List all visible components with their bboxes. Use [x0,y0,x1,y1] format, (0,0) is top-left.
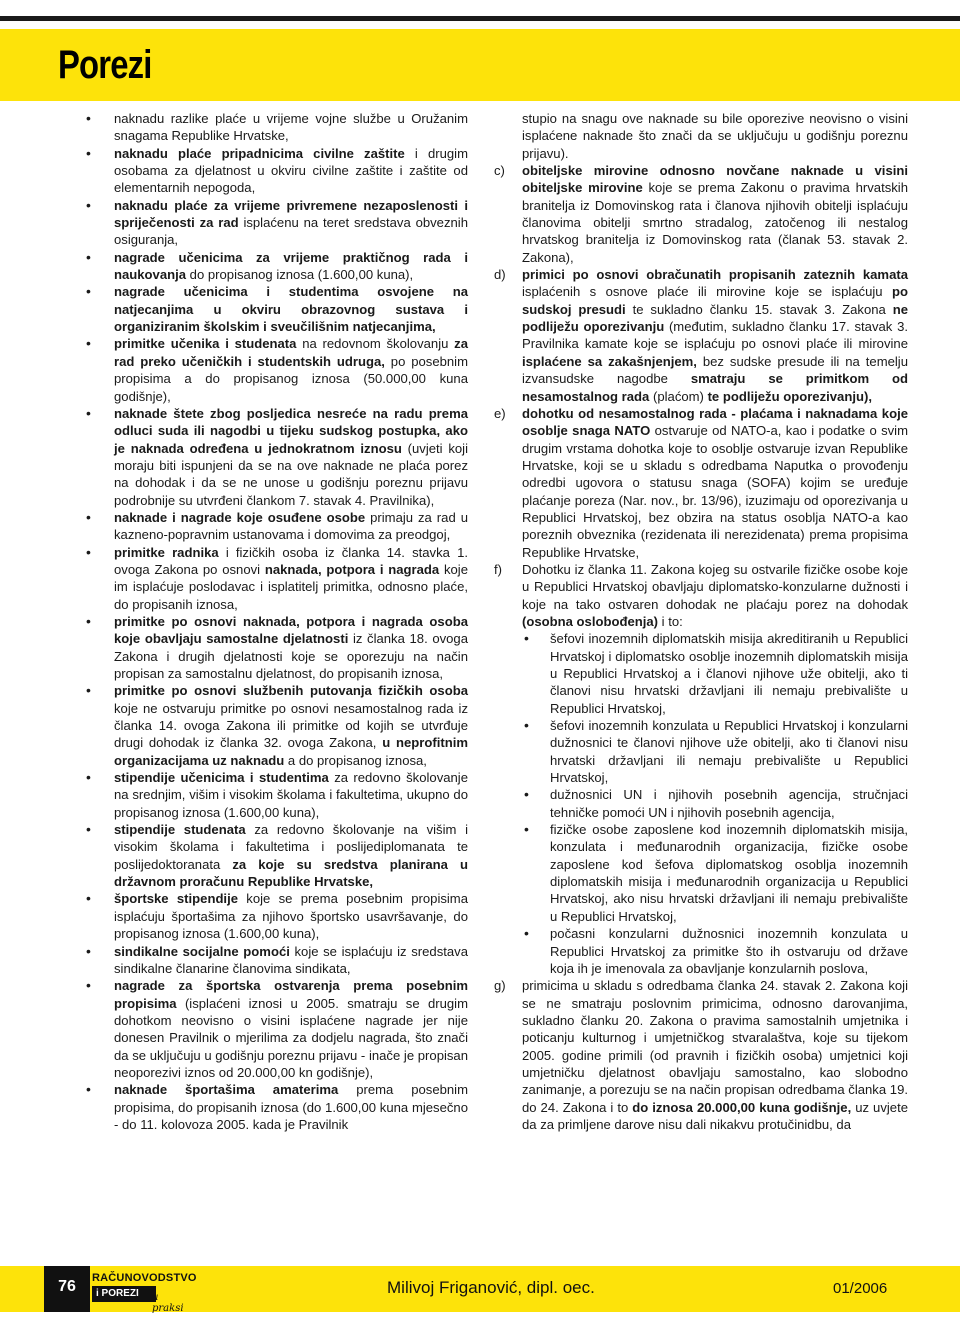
text: za redovno školovanje na srednjim, višim i visokim školama i fakultetima, ukupno do propisanog iznosa (1.600,00 kuna), [114,770,468,820]
bold-text: za rad preko učeničkih i studentskih udruga, [114,336,468,369]
bold-text: športske stipendije [114,891,238,907]
bullet-item [86,405,468,509]
logo-script: u praksi [152,1292,184,1314]
sub-bullet-item [494,786,908,821]
bold-text: ne podliježu oporezivanju [522,301,908,335]
list-marker: d) [494,267,506,283]
bullet-item [86,977,468,1081]
bold-text: do iznosa 20.000,00 kuna godišnje, [632,1099,852,1115]
bold-text: naknada, potpora i nagrada [264,561,440,577]
bullet-item [86,544,468,613]
sub-bullet-item [494,630,908,717]
text: prema posebnim propisima, do propisanih iznosa (do 1.600,00 kuna mjesečno - do 11. kolovoza 2005. kada je Pravilnik [114,1082,468,1132]
bold-text: u neprofitnim organizacijama uz naknadu [114,735,468,768]
list-marker: e) [494,405,506,421]
text: šefovi inozemnih diplomatskih misija akreditiranih u Republici Hrvatskoj i diplomatsko osoblje inozemnih diplomatskih misija u Republici Hrvatskoj a i članovi njihove uže obitelji, ako ti članovi nisu hrvatski državljani ili nemaju prebivalište u Republici Hrvatskoj, [550,631,908,716]
text: šefovi inozemnih konzulata u Republici Hrvatskoj i konzularni dužnosnici te članovi njihove uže obitelji, ako ti članovi nisu hrvatski državljani ili nemaju prebivalište u Republici Hrvatskoj, [550,718,908,786]
text: fizičke osobe zaposlene kod inozemnih diplomatskih misija, konzulata i međunarodnih organizacija, fizičke osobe zaposlene kod šefova diplomatskog osoblja inozemnih diplomatskih misija i međunarodnih organizacija u Republici Hrvatskoj, ako nisu hrvatski državljani ili nemaju prebivalište u Republici Hrvatskoj, [550,822,908,924]
bullet-item [86,110,468,145]
list-marker: c) [494,163,505,179]
page-number: 76 [58,1278,76,1295]
bold-text: primitke po osnovi službenih putovanja fizičkih osoba [114,683,468,699]
text: počasni konzularni dužnosnici inozemnih konzulata u Republici Hrvatskoj za primitke što ih ostvaruju od države koja ih je imenovala za obavljanje konzularnih poslova, [550,926,908,976]
bullet-item [86,682,468,769]
bold-text: nagrade učenicima za vrijeme praktičnog rada i naukovanja [114,249,468,283]
text: i drugim osobama za djelatnost u okviru civilne zaštite i zaštite od elementarnih nepogoda, [114,145,468,196]
text: primaju za rad u kazneno-popravnim ustanovama i domovima za preodgoj, [114,509,468,543]
lettered-item [494,266,908,405]
lettered-item [494,162,908,266]
bold-text: sindikalne socijalne pomoći [114,943,290,959]
bullet-item [86,769,468,821]
text: primicima u skladu s odredbama članka 24. stavak 2. Zakona koji se ne smatraju poslovnim primicima, odnosno darovanjima, sukladno članku 20. Zakona o pravima samostalnih umjetnika i poticanju kulturnog i umjetničkog stvaralaštva, koje su tijekom 2005. godine primili (od pravnih i fizičkih osoba) umjetnici koji umjetničku djelatnost obavljaju samostalno, kao slobodno zanimanje, a porezuju se na način propisan odredbama članka 19. do 24. Zakona i to [522,978,908,1115]
lettered-item [494,561,908,630]
bullet-item [86,509,468,544]
text: koje se isplaćuju iz sredstava sindikalne članarine članovima sindikata, [114,943,468,976]
text: za redovno školovanje na višim i visokim školama i fakultetima i poslijediplomanata te poslijedoktoranata [114,822,468,872]
bold-text: naknadu plaće za vrijeme privremene nezaposlenosti i spriječenosti za rad [114,197,468,231]
lettered-item [494,405,908,561]
footer-author: Milivoj Friganović, dipl. oec. [387,1278,595,1297]
bullet-item [86,1081,468,1133]
bold-text: naknade i nagrade koje osuđene osobe [114,509,366,525]
list-marker: f) [494,561,502,577]
text: ostvaruje od NATO-a, kao i podatke o svim drugim vrstama dohotka koje to osoblje ostvaruje izvan Republike Hrvatske, koji se u skladu s odredbama Naputka o provođenju odredbi ugovora o statusu snaga (SOFA) kojim se uređuje plaćanje poreza (Nar. nov., br. 13/96), izuzimaju od oporezivanja u Republici Hrvatskoj, bez obzira na status osoblja NATO-a kao poreznih obveznika (rezidenata ili nerezidenata) prema propisima Republike Hrvatske, [522,423,908,560]
bullet-item [86,821,468,890]
text: (uvjeti koji moraju biti ispunjeni da se na ove naknade ne plaća porez na dohodak i da se ne unose u godišnju poreznu prijavu podrobnije su utvrđeni člankom 7. stavak 4. Pravilnika), [114,440,468,508]
bold-text: stipendije studenata [114,822,246,838]
sub-bullet-item [494,821,908,925]
bold-text: nagrade za športska ostvarenja prema posebnim propisima [114,978,468,1011]
text: isplaćenih s osnove plaće ili mirovine koje se isplaćuju [522,284,892,300]
text: (isplaćeni iznosi u 2005. smatraju se drugim dohotkom neovisno o visini isplaćene nagrade jer nije donesen Pravilnik o mjerilima za dodjelu nagrada, što znači da se uključuju u godišnju poreznu prijavu - inače je propisan neoporezivi iznos od 20.000,00 kn godišnje), [114,995,468,1080]
bullet-item [86,890,468,942]
bullet-item [86,283,468,335]
bold-text: isplaćene sa zakašnjenjem, [522,353,697,369]
bold-text: dohotku od nesamostalnog rada - plaćama i naknadama koje osoblje snaga NATO [522,405,908,439]
bold-text: naknade športašima amaterima [114,1082,339,1098]
text: (međutim, sukladno članku 17. stavak 3. Pravilnika kamate koje se isplaćuju po osnovi plaće ili mirovine [522,319,908,352]
text: na redovnom školovanju [296,336,455,352]
bold-text: obiteljske mirovine odnosno novčane naknade u visini obiteljske mirovine [522,163,908,196]
sub-bullet-item [494,925,908,977]
text: stupio na snagu ove naknade su bile oporezive neovisno o visini isplaćene naknade što znači da se uključuju u godišnju poreznu prijavu). [522,111,908,161]
bold-text: primitke radnika [114,544,219,560]
top-rule [0,16,960,21]
bold-text: stipendije učenicima i studentima [114,770,329,786]
footer-issue: 01/2006 [833,1280,888,1297]
text: po posebnim propisima a do propisanog iznosa (50.000,00 kuna godišnje), [114,353,468,404]
publication-logo [92,1272,197,1314]
bullet-item [86,145,468,197]
text: iz članka 18. ovoga Zakona i drugih djelatnosti koje se oporezuju na način propisan za samostalnu djelatnost, do propisanih iznosa, [114,631,468,681]
text: a do propisanog iznosa, [284,752,427,768]
text: koje im isplaćuje poslodavac i isplatitelj primitka, odnosno plaće, do propisanih iznosa, [114,561,468,612]
text: i fizičkih osoba iz članka 14. stavka 1. ovoga Zakona po osnovi [114,544,468,577]
bold-text: nagrade učenicima i studentima osvojene na natjecanjima u okviru obrazovnog sustava i organiziranim školskim i sveučilišnim natjecanjima, [114,284,468,335]
bold-text: primitke po osnovi naknada, potpora i nagrada osoba koje obavljaju samostalne djelatnosti [114,613,468,647]
text: uz uvjete da za primljene darove nisu dali nikakvu protučinidbu, da [522,1099,908,1132]
bullet-item [86,249,468,284]
text: (plaćom) [649,388,708,404]
text: koje se prema Zakonu o pravima hrvatskih branitelja iz Domovinskog rata i članova njihovih obitelji isplaćuju članovima obitelji smrtno stradalog, zatočenog ili nestalog hrvatskog branitelja iz Domovinskog rata (članak 53. stavak 2. Zakona), [522,180,908,265]
sub-bullet-item [494,717,908,786]
text: koje se prema posebnim propisima isplaćuju športašima za njihovo športsko usavršavanje, do propisanog iznosa (1.600,00 kuna), [114,891,468,942]
bold-text: naknade štete zbog posljedica nesreće na radu prema odluci suda ili nagodbi u tijeku sudskog postupka, ako je naknada određena u jednokratnom iznosu [114,405,468,456]
bold-text: po sudskoj presudi [522,284,908,317]
continued-paragraph [494,110,908,162]
bullet-item [86,197,468,249]
lettered-item [494,977,908,1133]
bullet-item [86,335,468,404]
right-column [494,110,908,1133]
bullet-item [86,943,468,978]
bold-text: primici po osnovi obračunatih propisanih zateznih kamata [522,267,908,283]
bold-text: smatraju se primitkom od nesamostalnog rada [522,371,908,404]
bold-text: primitke učenika i studenata [114,336,297,352]
text: te sukladno članku 15. stavak 3. Zakona [625,301,893,317]
text: bez sudske presude ili na temelju izvansudske nagodbe [522,353,908,387]
logo-title: RAČUNOVODSTVO [92,1272,197,1284]
text: isplaćenu na teret sredstava obveznih osiguranja, [114,215,468,248]
logo-subtitle: i POREZI [96,1288,139,1299]
bold-text: te podliježu oporezivanju), [707,388,872,404]
list-marker: g) [494,978,506,994]
page-title: Porezi [58,43,152,87]
bold-text: (osobna oslobođenja) [522,613,659,629]
text: Dohotku iz članka 11. Zakona kojeg su ostvarile fizičke osobe koje u Republici Hrvatskoj obavljaju diplomatsko-konzularne dužnosti i koje na tako ostvaren dohodak ne plaćaju porez na dohodak [522,561,908,612]
bold-text: za koje su sredstva planirana u državnom proračunu Republike Hrvatske, [114,856,469,890]
text: dužnosnici UN i njihovih posebnih agencija, stručnjaci tehničke pomoći UN i njihovih posebnih agencija, [550,787,908,820]
text: koje ne ostvaruju primitke po osnovi nesamostalnog rada iz članka 14. ovoga Zakona ili primitke od kojih se utvrđuje drugi dohodak iz članka 32. ovoga Zakona, [114,700,468,751]
text: do propisanog iznosa (1.600,00 kuna), [186,267,414,283]
text: i to: [658,613,683,629]
bold-text: naknadu plaće pripadnicima civilne zaštite [114,145,405,161]
text: naknadu razlike plaće u vrijeme vojne službe u Oružanim snagama Republike Hrvatske, [114,111,468,144]
left-column [86,110,468,1133]
bullet-item [86,613,468,682]
